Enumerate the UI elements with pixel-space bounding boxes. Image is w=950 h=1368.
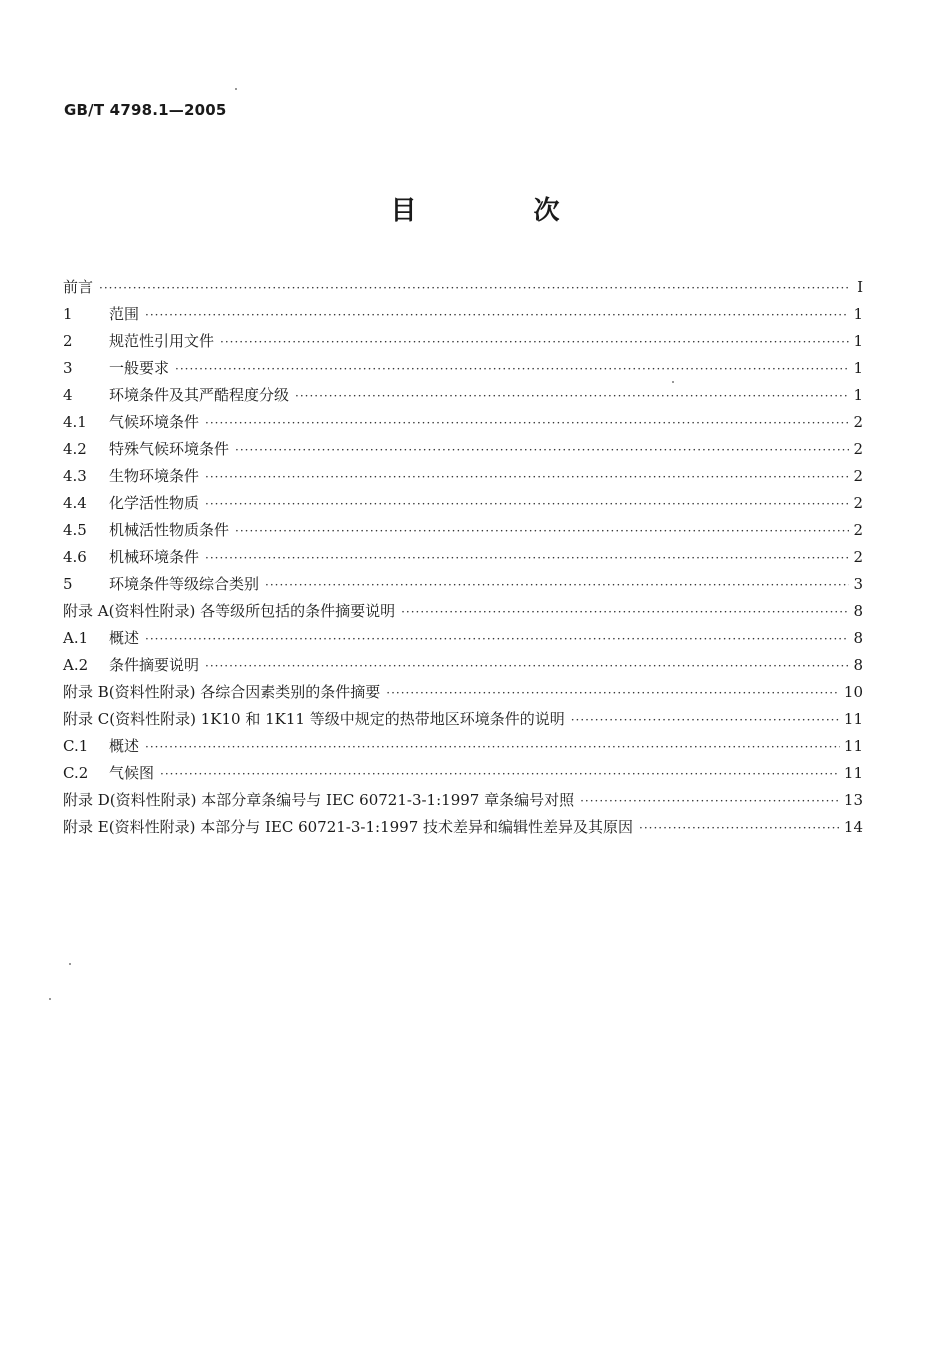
toc-entry[interactable] — [63, 679, 863, 706]
toc-entry-number: C.2 — [63, 764, 89, 782]
toc-entry-label: 范围 — [109, 305, 140, 323]
toc-entry-label: 附录 B(资料性附录) 各综合因素类别的条件摘要 — [63, 683, 381, 701]
dot-leader — [295, 383, 849, 410]
toc-entry-label: 环境条件及其严酷程度分级 — [109, 386, 290, 404]
toc-entry-page: 3 — [853, 575, 863, 593]
toc-entry-label: 机械活性物质条件 — [109, 521, 230, 539]
toc-entry-label: 附录 D(资料性附录) 本部分章条编号与 IEC 60721-3-1:1997 章条编号对照 — [63, 791, 575, 809]
dot-leader — [235, 437, 849, 464]
toc-entry-number: 2 — [63, 332, 73, 350]
dot-leader — [145, 302, 849, 329]
dot-leader — [220, 329, 849, 356]
toc-entry[interactable] — [63, 733, 863, 760]
table-of-contents — [63, 274, 863, 841]
toc-entry[interactable] — [63, 544, 863, 571]
toc-entry[interactable] — [63, 301, 863, 328]
toc-entry[interactable] — [63, 598, 863, 625]
toc-entry-page: 10 — [843, 683, 863, 701]
toc-entry[interactable] — [63, 814, 863, 841]
dot-leader — [99, 275, 851, 302]
toc-entry-number: 5 — [63, 575, 73, 593]
toc-entry-label: 附录 E(资料性附录) 本部分与 IEC 60721-3-1:1997 技术差异和编辑性差异及其原因 — [63, 818, 634, 836]
toc-entry-label: 附录 A(资料性附录) 各等级所包括的条件摘要说明 — [63, 602, 396, 620]
toc-entry-label: 气候环境条件 — [109, 413, 200, 431]
toc-entry[interactable] — [63, 490, 863, 517]
toc-entry-label: 生物环境条件 — [109, 467, 200, 485]
toc-entry-page: 1 — [853, 386, 863, 404]
scan-speck — [69, 963, 71, 965]
toc-entry-number: 3 — [63, 359, 73, 377]
toc-entry-label: 规范性引用文件 — [109, 332, 215, 350]
dot-leader — [401, 599, 849, 626]
toc-entry-label: 附录 C(资料性附录) 1K10 和 1K11 等级中规定的热带地区环境条件的说明 — [63, 710, 565, 728]
toc-entry-label: 前言 — [63, 278, 94, 296]
toc-entry-page: I — [857, 278, 863, 296]
toc-entry[interactable] — [63, 382, 863, 409]
toc-entry-page: 2 — [853, 521, 863, 539]
toc-entry-page: 2 — [853, 494, 863, 512]
toc-entry-page: 8 — [853, 629, 863, 647]
dot-leader — [145, 626, 849, 653]
toc-entry[interactable] — [63, 328, 863, 355]
toc-entry-page: 11 — [843, 710, 863, 728]
toc-entry-label: 一般要求 — [109, 359, 170, 377]
toc-entry-label: 概述 — [109, 629, 140, 647]
document-id: GB/T 4798.1—2005 — [64, 101, 227, 119]
toc-entry-page: 14 — [843, 818, 863, 836]
toc-title: 目 次 — [390, 196, 614, 226]
dot-leader — [205, 545, 849, 572]
toc-entry[interactable] — [63, 652, 863, 679]
toc-entry-page: 1 — [853, 332, 863, 350]
toc-entry-number: C.1 — [63, 737, 89, 755]
scan-speck — [49, 998, 51, 1000]
toc-entry[interactable] — [63, 436, 863, 463]
toc-entry-page: 2 — [853, 440, 863, 458]
toc-entry-number: 4.4 — [63, 494, 87, 512]
toc-entry-label: 化学活性物质 — [109, 494, 200, 512]
toc-entry-page: 2 — [853, 413, 863, 431]
toc-entry-label: 条件摘要说明 — [109, 656, 200, 674]
toc-entry-page: 8 — [853, 656, 863, 674]
dot-leader — [205, 410, 849, 437]
toc-entry-page: 11 — [843, 737, 863, 755]
toc-entry[interactable] — [63, 355, 863, 382]
toc-entry-label: 机械环境条件 — [109, 548, 200, 566]
toc-entry[interactable] — [63, 571, 863, 598]
toc-entry-page: 1 — [853, 359, 863, 377]
toc-entry[interactable] — [63, 787, 863, 814]
dot-leader — [160, 761, 840, 788]
toc-entry-page: 8 — [853, 602, 863, 620]
dot-leader — [386, 680, 840, 707]
toc-entry[interactable] — [63, 760, 863, 787]
toc-entry-number: 4.3 — [63, 467, 87, 485]
scan-speck — [235, 88, 237, 90]
toc-entry-number: A.2 — [63, 656, 89, 674]
dot-leader — [235, 518, 849, 545]
toc-entry-number: 1 — [63, 305, 73, 323]
dot-leader — [639, 815, 840, 842]
toc-entry-number: 4.5 — [63, 521, 87, 539]
toc-entry-number: 4.6 — [63, 548, 87, 566]
toc-entry-page: 13 — [843, 791, 863, 809]
toc-entry[interactable] — [63, 409, 863, 436]
toc-entry-page: 1 — [853, 305, 863, 323]
dot-leader — [580, 788, 840, 815]
dot-leader — [175, 356, 849, 383]
toc-entry[interactable] — [63, 463, 863, 490]
toc-entry[interactable] — [63, 274, 863, 301]
toc-entry-label: 气候图 — [109, 764, 155, 782]
toc-entry-label: 概述 — [109, 737, 140, 755]
dot-leader — [571, 707, 840, 734]
toc-entry[interactable] — [63, 517, 863, 544]
toc-entry[interactable] — [63, 706, 863, 733]
toc-entry[interactable] — [63, 625, 863, 652]
dot-leader — [205, 464, 849, 491]
dot-leader — [205, 491, 849, 518]
dot-leader — [205, 653, 849, 680]
toc-entry-page: 2 — [853, 548, 863, 566]
scan-speck — [672, 381, 674, 383]
toc-entry-number: 4.1 — [63, 413, 87, 431]
toc-entry-page: 11 — [843, 764, 863, 782]
dot-leader — [145, 734, 840, 761]
toc-entry-label: 特殊气候环境条件 — [109, 440, 230, 458]
toc-entry-label: 环境条件等级综合类别 — [109, 575, 260, 593]
dot-leader — [265, 572, 849, 599]
toc-entry-page: 2 — [853, 467, 863, 485]
toc-entry-number: 4 — [63, 386, 73, 404]
toc-entry-number: 4.2 — [63, 440, 87, 458]
toc-entry-number: A.1 — [63, 629, 89, 647]
